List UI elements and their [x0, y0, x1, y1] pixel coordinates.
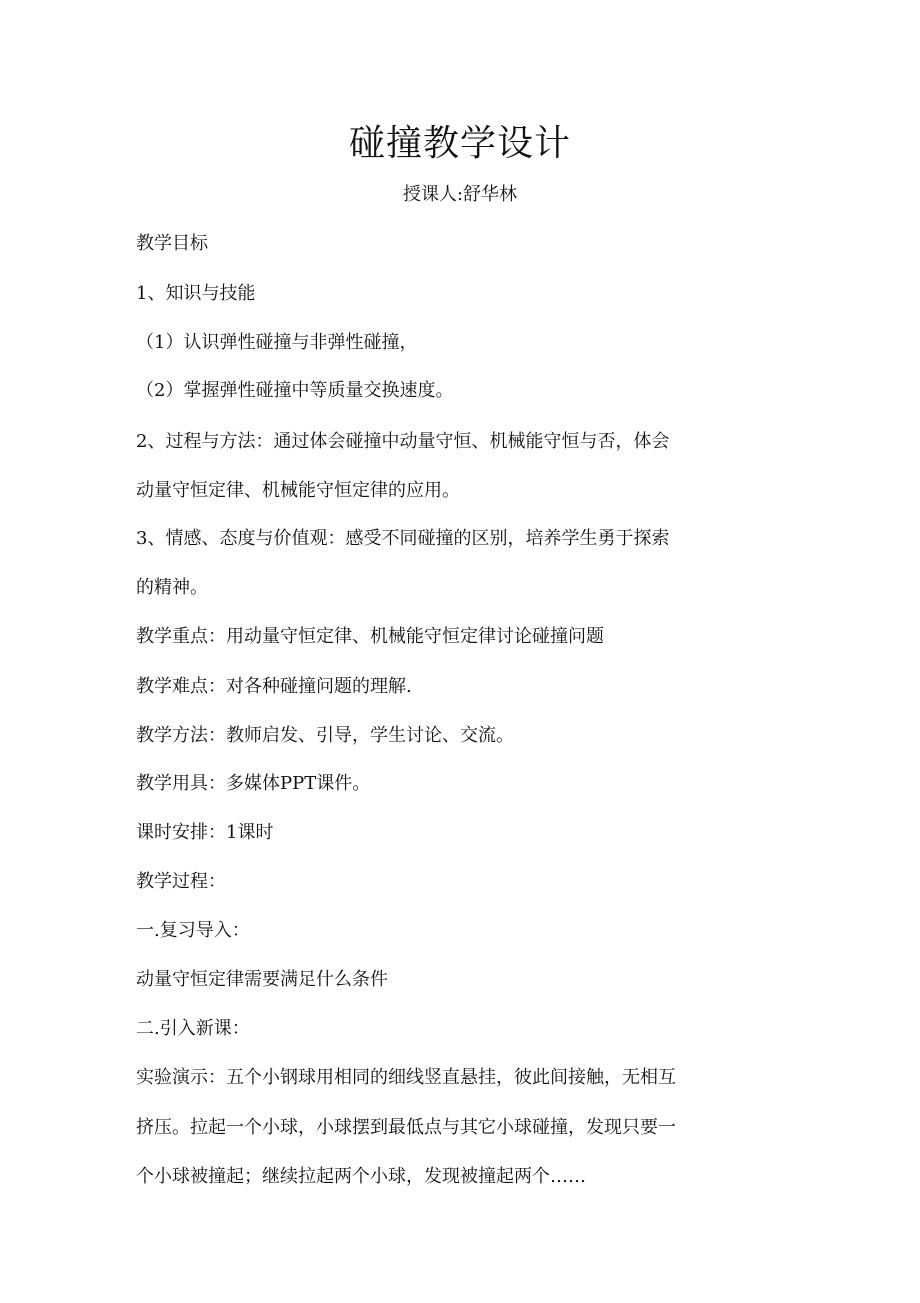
- objective-1-item-1: （1）认识弹性碰撞与非弹性碰撞，: [136, 332, 418, 353]
- teaching-tools: 教学用具：多媒体PPT课件。: [136, 773, 371, 794]
- section-review-heading: 一.复习导入：: [136, 920, 250, 941]
- experiment-line-1: 实验演示：五个小钢球用相同的细线竖直悬挂，彼此间接触，无相互: [136, 1067, 676, 1088]
- objective-1-item-2: （2）掌握弹性碰撞中等质量交换速度。: [136, 380, 454, 401]
- author-line: 授课人:舒华林: [402, 184, 518, 205]
- teaching-key-points: 教学重点：用动量守恒定律、机械能守恒定律讨论碰撞问题: [136, 626, 604, 647]
- objective-3-line-2: 的精神。: [136, 577, 208, 598]
- section-new-lesson-heading: 二.引入新课：: [136, 1018, 250, 1039]
- experiment-line-3: 个小球被撞起；继续拉起两个小球，发现被撞起两个……: [136, 1166, 586, 1187]
- teaching-process-heading: 教学过程：: [136, 871, 226, 892]
- review-question: 动量守恒定律需要满足什么条件: [136, 969, 388, 990]
- objective-3-line-1: 3、情感、态度与价值观：感受不同碰撞的区别，培养学生勇于探索: [136, 528, 670, 549]
- teaching-difficulties: 教学难点：对各种碰撞问题的理解.: [136, 676, 412, 697]
- objective-1-heading: 1、知识与技能: [136, 283, 256, 304]
- page-title: 碰撞教学设计: [348, 123, 571, 164]
- experiment-line-2: 挤压。拉起一个小球，小球摆到最低点与其它小球碰撞，发现只要一: [136, 1117, 676, 1138]
- teaching-methods: 教学方法：教师启发、引导，学生讨论、交流。: [136, 725, 514, 746]
- class-schedule: 课时安排：1课时: [136, 822, 274, 843]
- objective-2-line-2: 动量守恒定律、机械能守恒定律的应用。: [136, 480, 460, 501]
- objective-2-line-1: 2、过程与方法：通过体会碰撞中动量守恒、机械能守恒与否，体会: [136, 431, 670, 452]
- section-heading-objectives: 教学目标: [136, 233, 208, 254]
